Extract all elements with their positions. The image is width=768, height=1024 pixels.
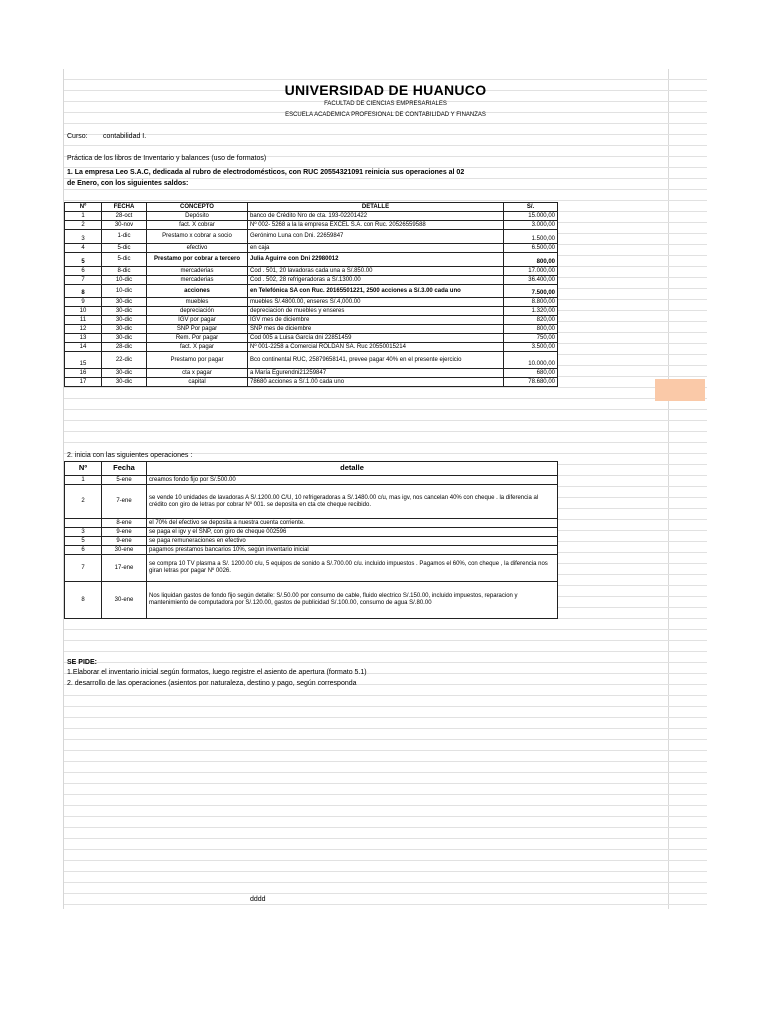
balance-row [65, 285, 558, 298]
balance-row [65, 343, 558, 352]
balance-row [65, 253, 558, 267]
row-number: 5 [65, 253, 102, 267]
op-number: 2 [65, 485, 102, 519]
school-title: ESCUELA ACADEMICA PROFESIONAL DE CONTABILIDAD Y FINANZAS [285, 112, 486, 118]
ops-header-detail: detalle [147, 462, 558, 476]
row-number: 6 [65, 267, 102, 276]
balance-row [65, 298, 558, 307]
balance-row [65, 276, 558, 285]
col-header-detail: DETALLE [248, 203, 504, 212]
op-date: 5-ene [102, 476, 147, 485]
balance-row [65, 221, 558, 230]
row-concept: fact. X cobrar [147, 221, 248, 230]
row-number: 2 [65, 221, 102, 230]
balance-row [65, 352, 558, 369]
university-title: UNIVERSIDAD DE HUANUCO [284, 82, 487, 98]
row-detail: 78680 acciones a S/.1.00 cada uno [248, 378, 504, 387]
op-date: 9-ene [102, 537, 147, 546]
balance-row [65, 212, 558, 221]
row-date: 8-dic [102, 267, 147, 276]
operations-intro: 2. inicia con las siguientes operaciones : [67, 452, 193, 459]
row-amount: 800,00 [504, 253, 558, 267]
row-amount: 1.320,00 [504, 307, 558, 316]
operation-row [65, 485, 558, 519]
op-detail: pagamos prestamos bancarios 10%, según inventario inicial [147, 546, 558, 555]
row-concept: mercaderias [147, 276, 248, 285]
row-date: 5-dic [102, 244, 147, 253]
row-concept: efectivo [147, 244, 248, 253]
op-detail: Nos liquidan gastos de fondo fijo según detalle: S/.50.00 por consumo de cable, fluido electrico S/.150.00, incluido impuestos, reparacion y mantenimiento de computadora por S/.120.00, gastos de publicidad S/.100.00, consumo de agua S/.80.00 [147, 582, 558, 619]
operations-body [65, 476, 558, 619]
se-pide-item-1: 1.Elaborar el inventario inicial según formatos, luego registre el asiento de apertura (formato 5.1) [67, 669, 367, 676]
op-number: 7 [65, 555, 102, 582]
operation-row [65, 519, 558, 528]
row-concept: cta x pagar [147, 369, 248, 378]
row-detail: en Telefónica SA con Ruc. 20165501221, 2500 acciones a S/.3.00 cada uno [248, 285, 504, 298]
op-number: 6 [65, 546, 102, 555]
row-number: 9 [65, 298, 102, 307]
row-amount: 7.500,00 [504, 285, 558, 298]
row-detail: SNP mes de diciembre [248, 325, 504, 334]
row-date: 30-dic [102, 334, 147, 343]
opening-balances-table [64, 202, 558, 387]
practice-title: Práctica de los libros de Inventario y balances (uso de formatos) [67, 155, 267, 162]
se-pide-item-2: 2. desarrollo de las operaciones (asientos por naturaleza, destino y pago, según corresponda [67, 680, 357, 687]
row-amount: 3.000,00 [504, 221, 558, 230]
op-number: 8 [65, 582, 102, 619]
row-concept: Prestamo x cobrar a socio [147, 230, 248, 244]
row-detail: Julia Aguirre con Dni 22980012 [248, 253, 504, 267]
operation-row [65, 582, 558, 619]
row-detail: muebles S/.4800.00, enseres S/.4,000.00 [248, 298, 504, 307]
operation-row [65, 476, 558, 485]
col-header-date: FECHA [102, 203, 147, 212]
col-header-amount: S/. [504, 203, 558, 212]
row-date: 30-dic [102, 378, 147, 387]
highlighted-cell[interactable] [655, 379, 705, 401]
ops-header-date: Fecha [102, 462, 147, 476]
row-date: 5-dic [102, 253, 147, 267]
row-number: 16 [65, 369, 102, 378]
row-detail: IGV mes de diciembre [248, 316, 504, 325]
op-number: 3 [65, 528, 102, 537]
balance-row [65, 230, 558, 244]
row-concept: fact. X pagar [147, 343, 248, 352]
balance-row [65, 316, 558, 325]
row-concept: Prestamo por pagar [147, 352, 248, 369]
row-number: 14 [65, 343, 102, 352]
op-detail: se compra 10 TV plasma a S/. 1200.00 c/u, 5 equipos de sonido a S/.700.00 c/u. incluido impuestos . Pagamos el 60%, con cheque , la diferencia nos giran letras por pagar Nº 0026. [147, 555, 558, 582]
row-number: 12 [65, 325, 102, 334]
row-date: 30-dic [102, 325, 147, 334]
row-detail: a María Egurendni21259847 [248, 369, 504, 378]
row-concept: capital [147, 378, 248, 387]
operation-row [65, 528, 558, 537]
row-number: 4 [65, 244, 102, 253]
col-header-number: Nº [65, 203, 102, 212]
footer-cell[interactable]: dddd [250, 896, 266, 903]
balance-row [65, 369, 558, 378]
row-amount: 6.500,00 [504, 244, 558, 253]
operations-table [64, 461, 558, 619]
row-date: 30-dic [102, 307, 147, 316]
row-detail: banco de Crédito Nro de cta. 193-02201422 [248, 212, 504, 221]
op-number [65, 519, 102, 528]
row-amount: 3.500,00 [504, 343, 558, 352]
course-value: contabilidad I. [103, 133, 147, 140]
se-pide-label: SE PIDE: [67, 659, 97, 666]
row-concept: acciones [147, 285, 248, 298]
op-detail: se vende 10 unidades de lavadoras A S/.1200.00 C/U, 10 refrigeradoras a S/.1480.00 c/u, mas igv, nos cancelan 40% con cheque . la diferencia al crédito con giro de letras por cobrar Nº 001. se deposita en cta cte cheque recibido. [147, 485, 558, 519]
row-date: 30-dic [102, 316, 147, 325]
balance-row [65, 307, 558, 316]
row-number: 10 [65, 307, 102, 316]
row-concept: depreciación [147, 307, 248, 316]
row-concept: muebles [147, 298, 248, 307]
balance-row [65, 267, 558, 276]
op-detail: el 70% del efectivo se deposita a nuestra cuenta corriente. [147, 519, 558, 528]
row-detail: Bco continental RUC, 25879658141, prevee pagar 40% en el presente ejercicio [248, 352, 504, 369]
row-detail: Cod 005 a Luisa García dni 22851459 [248, 334, 504, 343]
row-concept: IGV por pagar [147, 316, 248, 325]
balances-body [65, 212, 558, 387]
row-amount: 78.680,00 [504, 378, 558, 387]
row-detail: Cod . 502, 28 refrigeradoras a S/.1300.00 [248, 276, 504, 285]
row-date: 10-dic [102, 276, 147, 285]
operation-row [65, 537, 558, 546]
row-amount: 800,00 [504, 325, 558, 334]
operation-row [65, 555, 558, 582]
op-date: 7-ene [102, 485, 147, 519]
row-amount: 36.400,00 [504, 276, 558, 285]
row-amount: 1.500,00 [504, 230, 558, 244]
row-number: 1 [65, 212, 102, 221]
row-number: 7 [65, 276, 102, 285]
row-date: 30-dic [102, 298, 147, 307]
faculty-title: FACULTAD DE CIENCIAS EMPRESARIALES [324, 101, 447, 107]
row-number: 13 [65, 334, 102, 343]
row-number: 8 [65, 285, 102, 298]
row-detail: en caja [248, 244, 504, 253]
course-label: Curso: [67, 133, 88, 140]
row-number: 15 [65, 352, 102, 369]
row-detail: depreciacion de muebles y enseres [248, 307, 504, 316]
op-detail: se paga remuneraciones en efectivo [147, 537, 558, 546]
balance-row [65, 244, 558, 253]
row-amount: 680,00 [504, 369, 558, 378]
row-amount: 15.000,00 [504, 212, 558, 221]
row-date: 22-dic [102, 352, 147, 369]
row-detail: Cod . 501, 20 lavadoras cada una a S/.850.00 [248, 267, 504, 276]
ops-header-number: Nº [65, 462, 102, 476]
op-detail: se paga el igv y el SNP, con giro de cheque 002596 [147, 528, 558, 537]
row-date: 10-dic [102, 285, 147, 298]
balance-row [65, 378, 558, 387]
row-amount: 17.000,00 [504, 267, 558, 276]
row-amount: 750,00 [504, 334, 558, 343]
row-amount: 10.000,00 [504, 352, 558, 369]
op-date: 30-ene [102, 582, 147, 619]
op-date: 9-ene [102, 528, 147, 537]
row-amount: 8.800,00 [504, 298, 558, 307]
row-concept: Rem. Por pagar [147, 334, 248, 343]
row-amount: 820,00 [504, 316, 558, 325]
row-number: 11 [65, 316, 102, 325]
balance-row [65, 325, 558, 334]
row-detail: Nº 002- 5268 a la la empresa EXCEL S.A. con Ruc. 20526559588 [248, 221, 504, 230]
row-number: 17 [65, 378, 102, 387]
row-date: 28-dic [102, 343, 147, 352]
row-date: 30-nov [102, 221, 147, 230]
row-concept: mercaderias [147, 267, 248, 276]
row-date: 1-dic [102, 230, 147, 244]
row-number: 3 [65, 230, 102, 244]
op-detail: creamos fondo fijo por S/.500.00 [147, 476, 558, 485]
col-header-concept: CONCEPTO [147, 203, 248, 212]
spreadsheet [63, 69, 707, 909]
row-concept: SNP Por pagar [147, 325, 248, 334]
operation-row [65, 546, 558, 555]
row-concept: Prestamo por cobrar a tercero [147, 253, 248, 267]
intro-line-1: 1. La empresa Leo S.A.C, dedicada al rubro de electrodomésticos, con RUC 20554321091 reinicia sus operaciones al 02 [67, 169, 465, 176]
op-number: 5 [65, 537, 102, 546]
row-detail: Nº 001-2258 a Comercial ROLDAN SA. Ruc 20550015214 [248, 343, 504, 352]
row-date: 28-oct [102, 212, 147, 221]
op-number: 1 [65, 476, 102, 485]
balance-row [65, 334, 558, 343]
op-date: 17-ene [102, 555, 147, 582]
row-concept: Depósito [147, 212, 248, 221]
row-detail: Gerónimo Luna con Dni. 22659847 [248, 230, 504, 244]
op-date: 8-ene [102, 519, 147, 528]
op-date: 30-ene [102, 546, 147, 555]
row-date: 30-dic [102, 369, 147, 378]
intro-line-2: de Enero, con los siguientes saldos: [67, 180, 189, 187]
